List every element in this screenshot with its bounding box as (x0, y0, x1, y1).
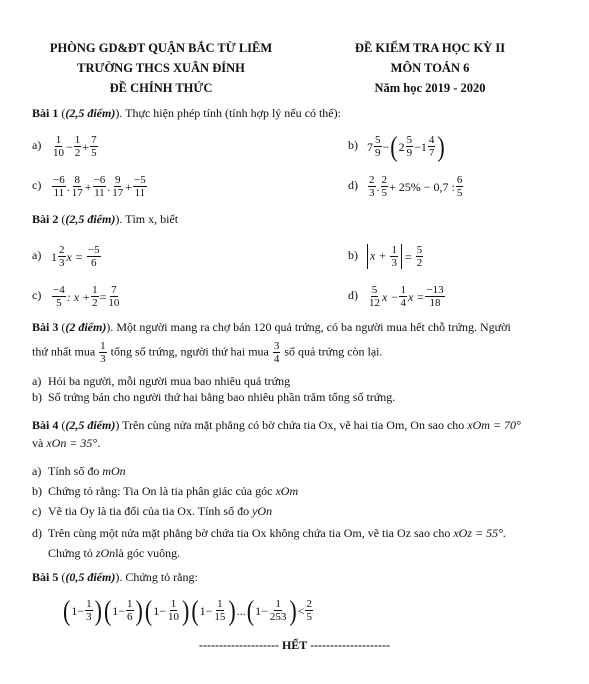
bai4-item-d: d) Trên cùng một nửa mặt phẳng bờ chứa tia Ox không chứa tia Om, vẽ tia Oz sao cho xOz = 55°. (32, 526, 506, 540)
bai4-line1: Bài 4 ((2,5 điểm)) Trên cùng nửa mặt phẳng có bờ chứa tia Ox, vẽ hai tia Om, On sao cho xOm = 70° (32, 418, 521, 432)
bai3-frac2: $\frac{3}{4}$ (273, 340, 280, 365)
bai3-item-b: b) Số trứng bán cho người thứ hai bằng bao nhiêu phần trăm tổng số trứng. (32, 390, 396, 404)
bai2-a-expression: 1 2 3 x = $\frac{-5}{6}$ (51, 244, 100, 269)
end-marker: -------------------- HẾT -------------------- (199, 638, 390, 652)
angle-xOm: xOm = 70° (467, 418, 521, 432)
bai2-d-expression: 5 12 x − $\frac{1}{4}$ x = $\frac{-13}{18}$ (369, 284, 444, 309)
exam-title: ĐỀ KIỂM TRA HỌC KỲ II (354, 41, 506, 55)
bai1-heading: Bài 1 ((2,5 điểm)). Thực hiện phép tính (tính hợp lý nếu có thể): (32, 106, 341, 120)
bai5-inequality: ( 1 − $\frac{1}{3}$ ) ( 1 − $\frac{1}{6}$ ) ( 1 − $\frac{1}{10}$ ) ( 1 − $\frac{1}{15}$ ) ... ( 1 − $\frac{1}{253}$ ) < 2 5 (63, 593, 312, 627)
bai3-line1: Bài 3 ((2 điểm)). Một người mang ra chợ bán 120 quả trứng, có ba người mua hết chỗ trứng. Người (32, 320, 511, 334)
bai4-item-b: b) Chứng tỏ rằng: Tia On là tia phân giác của góc xOm (32, 484, 299, 498)
bai1-b-expression: 7 5 9 − ( 2 5 9 − 1 4 7 ) (367, 129, 445, 163)
bai1-row2: c) −6 11 . 8 17 + $\frac{-6}{11}$ . 9 17 + $\frac{-5}{11}$ d) 2 3 . 2 5 + 25% − 0,7 : 6 5 (32, 174, 463, 199)
bai4-item-c: c) Vẽ tia Oy là tia đối của tia Ox. Tính số đo yOn (32, 504, 273, 518)
bai4-item-a: a) Tính số đo mOn (32, 464, 126, 478)
bai4-item-d-line2: Chứng tỏ zOnlà góc vuông. (48, 546, 181, 560)
school-year: Năm học 2019 - 2020 (374, 81, 486, 95)
angle-xOn: xOn = 35° (46, 436, 98, 450)
bai1-c-expression: −6 11 . 8 17 + $\frac{-6}{11}$ . 9 17 + $\frac{-5}{11}$ (53, 174, 146, 199)
bai3-item-a: a) Hỏi ba người, mỗi người mua bao nhiêu quả trứng (32, 374, 291, 388)
bai4-line2: và xOn = 35°. (32, 436, 101, 450)
bai1-d-expression: 2 3 . 2 5 + 25% − 0,7 : 6 5 (369, 174, 463, 199)
bai2-row1: a) 1 2 3 x = $\frac{-5}{6}$ b) x + $\frac{1}{3}$ = $\frac{5}{2}$ (32, 244, 423, 269)
department-name: PHÒNG GD&ĐT QUẬN BẮC TỪ LIÊM (49, 41, 273, 55)
subject: MÔN TOÁN 6 (390, 61, 470, 75)
bai2-b-expression: x + $\frac{1}{3}$ = $\frac{5}{2}$ (367, 244, 424, 269)
bai2-c-expression: −4 5 : x + $\frac{1}{2}$ = $\frac{7}{10}$ (53, 284, 120, 309)
bai3-line2: thứ nhất mua $\frac{1}{3}$ tổng số trứng, người thứ hai mua $\frac{3}{4}$ số quả trứng còn lại. (32, 340, 383, 365)
header-right (330, 38, 530, 98)
header-left (30, 38, 292, 98)
bai5-heading: Bài 5 ((0,5 điểm)). Chứng tỏ rằng: (32, 570, 198, 584)
bai1-row1: a) 1 10 − $\frac{1}{2}$ + $\frac{7}{5}$ b) 7 5 9 − ( 2 5 9 − 1 4 7 ) (32, 129, 445, 163)
bai3-frac1: $\frac{1}{3}$ (100, 340, 106, 365)
official-label: ĐỀ CHÍNH THỨC (109, 81, 213, 95)
bai2-row2: c) −4 5 : x + $\frac{1}{2}$ = $\frac{7}{10}$ d) 5 12 x − $\frac{1}{4}$ x = $\frac{-13}{18}$ (32, 284, 444, 309)
school-name: TRƯỜNG THCS XUÂN ĐỈNH (77, 61, 245, 75)
bai2-heading: Bài 2 ((2,5 điểm)). Tìm x, biết (32, 212, 179, 226)
bai1-a-expression: 1 10 − $\frac{1}{2}$ + $\frac{7}{5}$ (53, 134, 97, 159)
